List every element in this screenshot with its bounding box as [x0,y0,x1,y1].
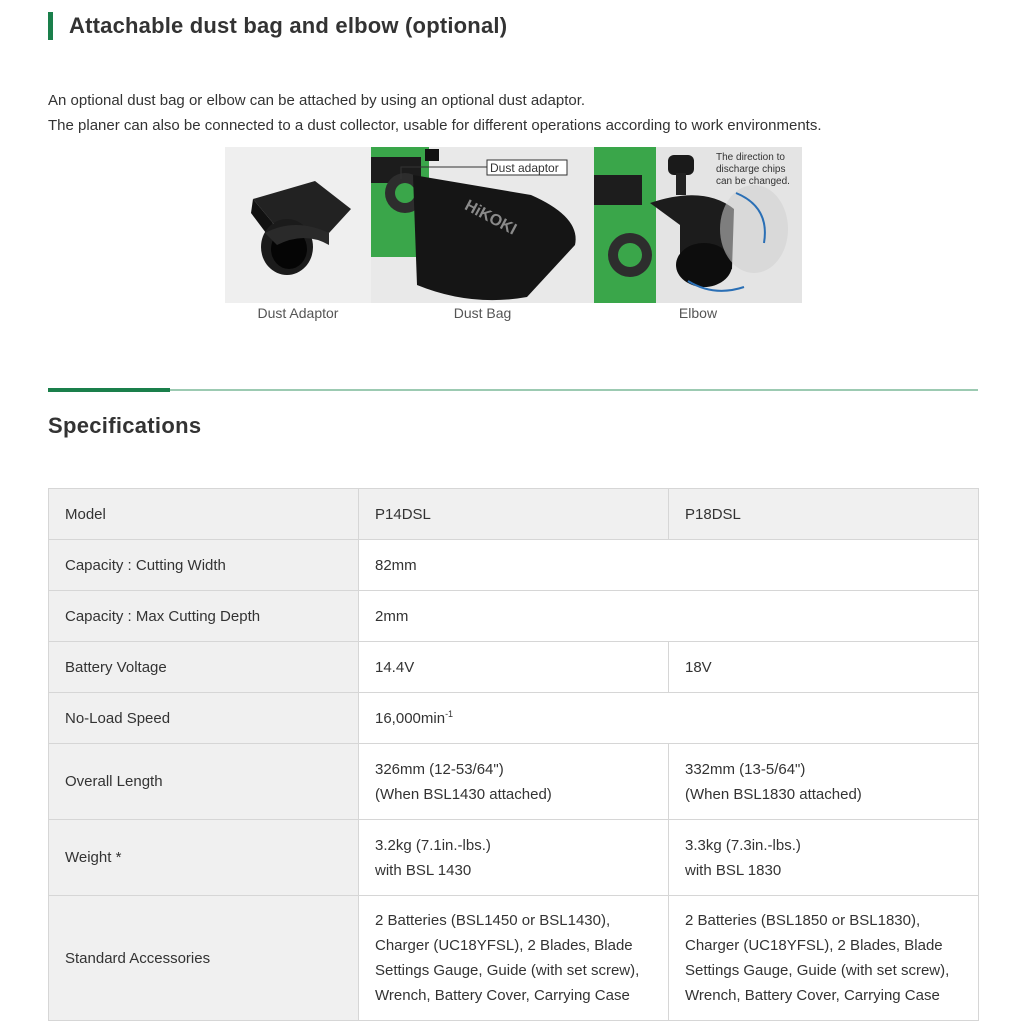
value-line: 3.3kg (7.3in.-lbs.) [685,836,801,854]
header-model-2: P18DSL [669,489,979,540]
dust-adaptor-image [225,147,371,303]
dust-adaptor-caption: Dust Adaptor [257,305,339,321]
table-row [49,744,979,820]
section-divider [48,389,978,391]
row-value-model-1 [359,744,669,820]
elbow-image [594,147,802,303]
section-title: Attachable dust bag and elbow (optional) [48,12,507,40]
value-line: 2 Batteries (BSL1850 or BSL1830), [685,912,921,929]
dust-bag-image [371,147,594,303]
value-line: Wrench, Battery Cover, Carrying Case [375,987,630,1004]
row-value-model-2 [669,896,979,1021]
accessory-figures [225,147,802,322]
value-line: 332mm (13-5/64") [685,760,806,778]
row-label: Capacity : Cutting Width [49,540,359,591]
value-line: Wrench, Battery Cover, Carrying Case [685,987,940,1004]
row-value-model-1 [359,896,669,1021]
speed-unit-exponent: -1 [445,708,454,719]
row-label: Capacity : Max Cutting Depth [49,591,359,642]
specifications-table [48,488,979,1021]
speed-value: 16,000min [375,709,446,727]
row-value: 2mm [359,591,979,642]
elbow-caption: Elbow [678,305,718,321]
row-value: 82mm [359,540,979,591]
row-value-model-1: 14.4V [359,642,669,693]
row-value-model-1 [359,820,669,896]
value-line: 3.2kg (7.1in.-lbs.) [375,836,491,854]
row-label: Battery Voltage [49,642,359,693]
value-line: (When BSL1830 attached) [685,785,862,803]
intro-line-1: An optional dust bag or elbow can be attached by using an optional dust adaptor. [48,92,586,109]
row-label: No-Load Speed [49,693,359,744]
row-label: Standard Accessories [49,896,359,1021]
value-line: Charger (UC18YFSL), 2 Blades, Blade [685,937,943,954]
table-row [49,693,979,744]
table-row [49,820,979,896]
value-line: Settings Gauge, Guide (with set screw), [685,962,950,979]
table-header-row [49,489,979,540]
table-row [49,591,979,642]
header-model-1: P14DSL [359,489,669,540]
table-row [49,540,979,591]
value-line: 326mm (12-53/64") [375,760,504,778]
table-row [49,642,979,693]
elbow-note-line-2: discharge chips [716,164,786,175]
specifications-title: Specifications [48,413,202,438]
intro-text [48,88,822,138]
value-line: 2 Batteries (BSL1450 or BSL1430), [375,912,611,929]
row-label: Overall Length [49,744,359,820]
value-line: Settings Gauge, Guide (with set screw), [375,962,640,979]
value-line: Charger (UC18YFSL), 2 Blades, Blade [375,937,633,954]
value-line: (When BSL1430 attached) [375,785,552,803]
row-value-model-2 [669,744,979,820]
row-label: Weight * [49,820,359,896]
table-row [49,896,979,1021]
header-label: Model [49,489,359,540]
row-value-model-2: 18V [669,642,979,693]
row-value [359,693,979,744]
value-line: with BSL 1430 [375,861,472,879]
value-line: with BSL 1830 [685,861,782,879]
section-divider-accent [48,388,170,392]
brand-logo: HiKOKI [461,197,520,239]
dust-bag-caption: Dust Bag [453,305,512,321]
intro-line-2: The planer can also be connected to a dust collector, usable for different operations according to work environments. [48,117,822,134]
elbow-note-line-1: The direction to [716,152,785,163]
row-value-model-2 [669,820,979,896]
elbow-note-line-3: can be changed. [716,176,790,187]
dust-adaptor-callout: Dust adaptor [490,161,559,175]
